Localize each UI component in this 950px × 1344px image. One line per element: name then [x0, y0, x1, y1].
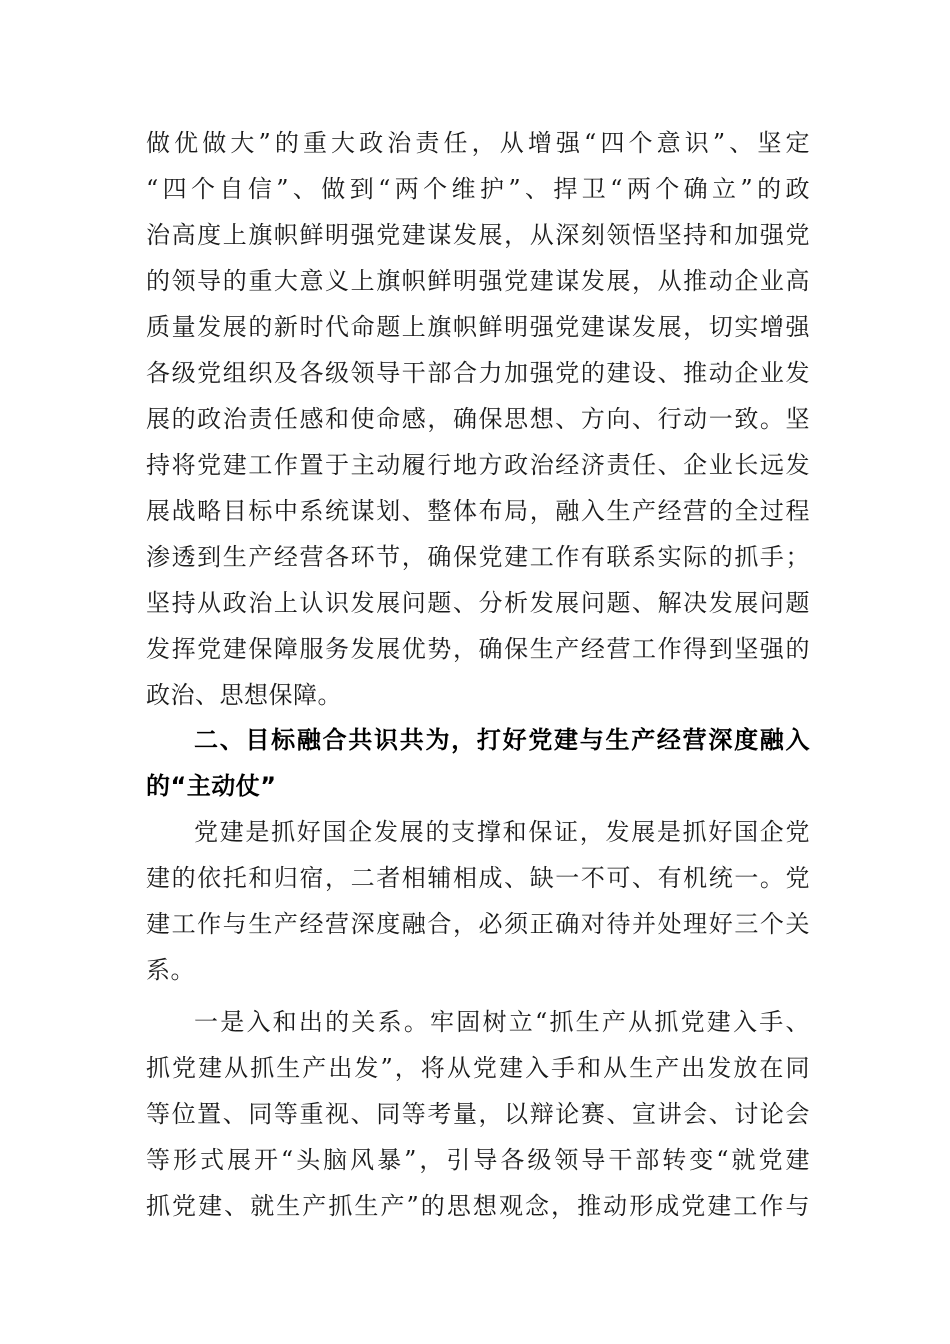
body-text-line: 质量发展的新时代命题上旗帜鲜明强党建谋发展，切实增强: [146, 313, 810, 341]
body-text-line: 等位置、同等重视、同等考量，以辩论赛、宣讲会、讨论会: [146, 1100, 810, 1128]
body-text-line: 发挥党建保障服务发展优势，确保生产经营工作得到坚强的: [146, 635, 810, 663]
body-text-line: 治高度上旗帜鲜明强党建谋发展，从深刻领悟坚持和加强党: [146, 221, 810, 249]
body-text-line: 坚持从政治上认识发展问题、分析发展问题、解决发展问题: [146, 589, 810, 617]
body-text-line: 的领导的重大意义上旗帜鲜明强党建谋发展，从推动企业高: [146, 267, 810, 295]
section-heading: 二、目标融合共识共为，打好党建与生产经营深度融入: [194, 726, 810, 754]
body-text-line: 党建是抓好国企发展的支撑和保证，发展是抓好国企党: [194, 818, 810, 846]
body-text-line: 系。: [146, 956, 195, 984]
body-text-line: 展的政治责任感和使命感，确保思想、方向、行动一致。坚: [146, 405, 810, 433]
body-text-line: 抓党建从抓生产出发”，将从党建入手和从生产出发放在同: [146, 1054, 810, 1082]
body-text-line: “四个自信”、做到“两个维护”、捍卫“两个确立”的政: [146, 175, 810, 203]
section-heading: 的“主动仗”: [146, 772, 277, 800]
body-text-line: 渗透到生产经营各环节，确保党建工作有联系实际的抓手；: [146, 543, 810, 571]
body-text-line: 一是入和出的关系。牢固树立“抓生产从抓党建入手、: [194, 1008, 810, 1036]
body-text-line: 抓党建、就生产抓生产”的思想观念，推动形成党建工作与: [146, 1192, 810, 1220]
body-text-line: 建的依托和归宿，二者相辅相成、缺一不可、有机统一。党: [146, 864, 810, 892]
body-text-line: 做优做大”的重大政治责任，从增强“四个意识”、坚定: [146, 129, 810, 157]
body-text-line: 等形式展开“头脑风暴”，引导各级领导干部转变“就党建: [146, 1146, 810, 1174]
body-text-line: 持将党建工作置于主动履行地方政治经济责任、企业长远发: [146, 451, 810, 479]
body-text-line: 各级党组织及各级领导干部合力加强党的建设、推动企业发: [146, 359, 810, 387]
body-text-line: 政治、思想保障。: [146, 681, 342, 709]
body-text-line: 展战略目标中系统谋划、整体布局，融入生产经营的全过程: [146, 497, 810, 525]
body-text-line: 建工作与生产经营深度融合，必须正确对待并处理好三个关: [146, 910, 810, 938]
